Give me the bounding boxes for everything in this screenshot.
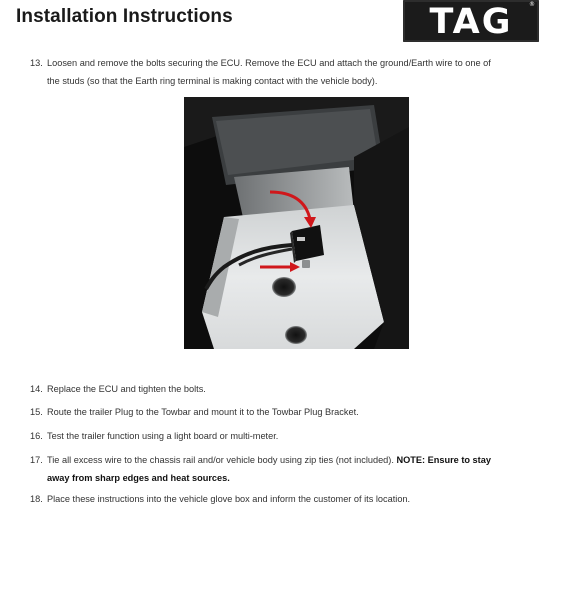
step-17 — [30, 451, 540, 487]
step-number: 14. — [30, 384, 43, 394]
step-13 — [30, 54, 540, 90]
step-18 — [30, 490, 540, 508]
step-text: Place these instructions into the vehicle glove box and inform the customer of its location. — [47, 494, 411, 504]
step-text: Replace the ECU and tighten the bolts. — [47, 384, 206, 394]
step-number: 13. — [30, 58, 43, 68]
logo-registered-mark: ® — [529, 1, 535, 8]
logo-text: TAG — [429, 2, 513, 42]
step-note-continued: away from sharp edges and heat sources. — [47, 473, 230, 483]
tag-logo — [403, 0, 539, 42]
ecu-installation-photo — [184, 97, 409, 349]
step-15 — [30, 403, 540, 421]
step-note-label: NOTE: Ensure to stay — [396, 455, 491, 465]
step-number: 18. — [30, 494, 43, 504]
step-text-continued: the studs (so that the Earth ring terminal is making contact with the vehicle body). — [47, 76, 378, 86]
step-number: 17. — [30, 455, 43, 465]
step-text: Test the trailer function using a light board or multi-meter. — [47, 431, 279, 441]
step-number: 15. — [30, 407, 43, 417]
step-16 — [30, 427, 540, 445]
step-text: Tie all excess wire to the chassis rail and/or vehicle body using zip ties (not included). — [47, 455, 394, 465]
step-text: Route the trailer Plug to the Towbar and mount it to the Towbar Plug Bracket. — [47, 407, 359, 417]
step-14 — [30, 380, 540, 398]
step-text: Loosen and remove the bolts securing the ECU. Remove the ECU and attach the ground/Earth wire to one of — [47, 58, 491, 68]
step-number: 16. — [30, 431, 43, 441]
page-title: Installation Instructions — [16, 6, 233, 27]
